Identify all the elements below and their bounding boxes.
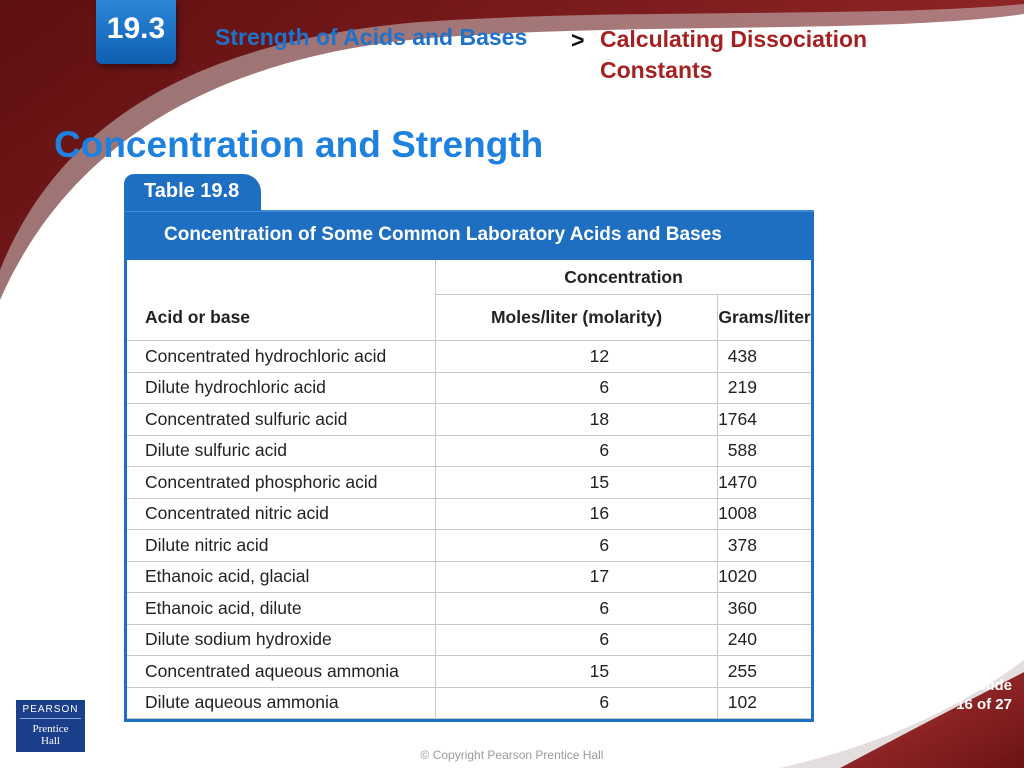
cell-acid-or-base: Dilute aqueous ammonia <box>127 687 436 719</box>
table-row <box>127 498 811 530</box>
pearson-logo <box>16 700 85 752</box>
cell-grams-per-liter: 360 <box>718 593 811 625</box>
slide-number: 16 of 27 <box>956 696 1012 713</box>
cell-acid-or-base: Ethanoic acid, glacial <box>127 561 436 593</box>
cell-molarity: 12 <box>436 341 718 373</box>
cell-molarity: 6 <box>436 624 718 656</box>
cell-molarity: 18 <box>436 404 718 436</box>
cell-grams-per-liter: 219 <box>718 372 811 404</box>
table-row <box>127 561 811 593</box>
table-row <box>127 624 811 656</box>
topic-title: Calculating Dissociation Constants <box>600 26 868 83</box>
cell-molarity: 6 <box>436 593 718 625</box>
cell-acid-or-base: Dilute hydrochloric acid <box>127 372 436 404</box>
table-tab-label: Table 19.8 <box>124 174 261 211</box>
cell-grams-per-liter: 1764 <box>718 404 811 436</box>
cell-grams-per-liter: 1470 <box>718 467 811 499</box>
table-row <box>127 687 811 719</box>
group-header-concentration: Concentration <box>436 260 811 295</box>
slide-label: Slide <box>976 677 1012 694</box>
logo-top-text: PEARSON <box>20 700 81 719</box>
section-number: 19.3 <box>106 12 166 45</box>
cell-molarity: 6 <box>436 530 718 562</box>
cell-grams-per-liter: 240 <box>718 624 811 656</box>
cell-acid-or-base: Concentrated aqueous ammonia <box>127 656 436 688</box>
slide-counter <box>956 676 1012 714</box>
cell-grams-per-liter: 438 <box>718 341 811 373</box>
cell-grams-per-liter: 588 <box>718 435 811 467</box>
cell-acid-or-base: Concentrated hydrochloric acid <box>127 341 436 373</box>
table-row <box>127 656 811 688</box>
column-header-molarity: Moles/liter (molarity) <box>436 295 718 341</box>
cell-molarity: 6 <box>436 687 718 719</box>
section-badge <box>96 0 176 64</box>
slide-title: Concentration and Strength <box>54 124 544 165</box>
cell-molarity: 17 <box>436 561 718 593</box>
copyright-notice: © Copyright Pearson Prentice Hall <box>420 748 604 762</box>
cell-grams-per-liter: 1008 <box>718 498 811 530</box>
cell-acid-or-base: Concentrated nitric acid <box>127 498 436 530</box>
cell-acid-or-base: Dilute nitric acid <box>127 530 436 562</box>
cell-grams-per-liter: 255 <box>718 656 811 688</box>
cell-molarity: 6 <box>436 372 718 404</box>
column-header-grams: Grams/liter <box>718 295 811 341</box>
cell-molarity: 15 <box>436 467 718 499</box>
cell-molarity: 6 <box>436 435 718 467</box>
cell-acid-or-base: Dilute sodium hydroxide <box>127 624 436 656</box>
cell-acid-or-base: Concentrated sulfuric acid <box>127 404 436 436</box>
cell-acid-or-base: Concentrated phosphoric acid <box>127 467 436 499</box>
table-row <box>127 372 811 404</box>
table-row <box>127 404 811 436</box>
cell-grams-per-liter: 102 <box>718 687 811 719</box>
table-body <box>124 252 814 722</box>
table-row <box>127 467 811 499</box>
logo-text-line-1: Prentice <box>32 723 69 735</box>
data-table-figure <box>124 174 814 722</box>
column-header-acid-or-base: Acid or base <box>127 260 436 341</box>
table-caption: Concentration of Some Common Laboratory Acids and Bases <box>124 210 814 252</box>
cell-acid-or-base: Ethanoic acid, dilute <box>127 593 436 625</box>
cell-grams-per-liter: 378 <box>718 530 811 562</box>
table-row <box>127 341 811 373</box>
cell-grams-per-liter: 1020 <box>718 561 811 593</box>
table-row <box>127 435 811 467</box>
logo-text-line-2: Hall <box>41 735 60 747</box>
chapter-title: Strength of Acids and Bases <box>215 24 528 50</box>
table-row <box>127 530 811 562</box>
cell-molarity: 15 <box>436 656 718 688</box>
cell-acid-or-base: Dilute sulfuric acid <box>127 435 436 467</box>
breadcrumb-separator: > <box>571 27 585 53</box>
table-row <box>127 593 811 625</box>
concentration-table <box>127 260 811 719</box>
cell-molarity: 16 <box>436 498 718 530</box>
